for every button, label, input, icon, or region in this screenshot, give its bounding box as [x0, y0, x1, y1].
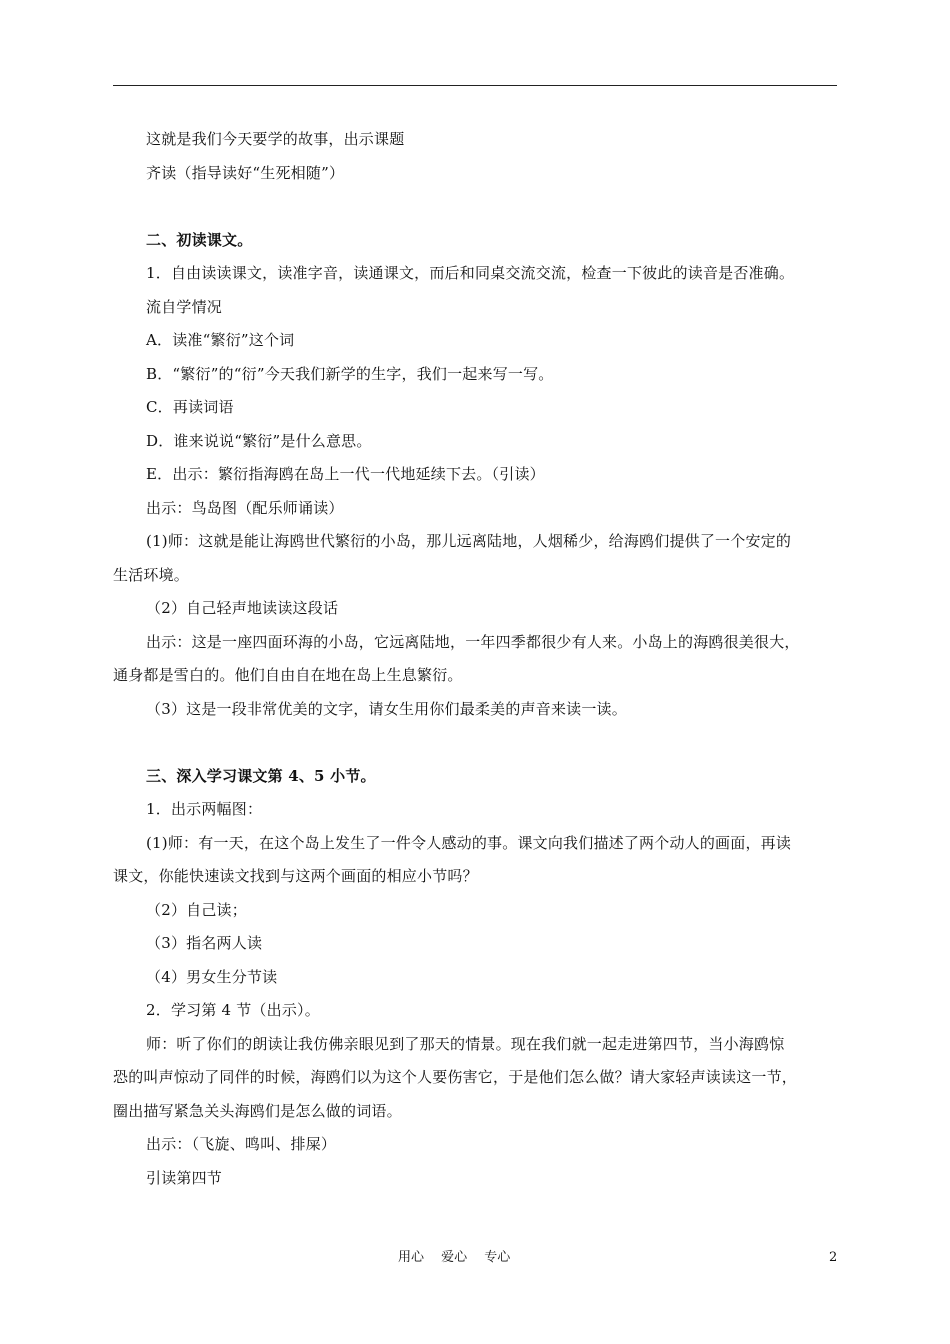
text-line: 齐读（指导读好“生死相随”） — [146, 163, 345, 182]
text-line: D．谁来说说“繁衍”是什么意思。 — [146, 431, 372, 450]
text-line: 引读第四节 — [146, 1168, 223, 1187]
text-line: （3）指名两人读 — [146, 934, 263, 952]
text-line: （3）这是一段非常优美的文字，请女生用你们最柔美的声音来读一读。 — [146, 699, 627, 718]
text-line: 生活环境。 — [113, 565, 190, 584]
text-line: （4）男女生分节读 — [146, 967, 278, 986]
text-line: C．再读词语 — [146, 398, 234, 416]
header-rule — [113, 85, 837, 86]
text-line: 出示：鸟岛图（配乐师诵读） — [146, 498, 344, 517]
section-heading: 三、深入学习课文第 4、5 小节。 — [146, 766, 376, 785]
section-heading: 二、初读课文。 — [146, 230, 253, 249]
document-body — [113, 123, 839, 1195]
text-line: 恐的叫声惊动了同伴的时候，海鸥们以为这个人要伤害它，于是他们怎么做？请大家轻声读读这一节， — [113, 1068, 798, 1086]
text-line: A．读准“繁衍”这个词 — [146, 331, 295, 349]
text-line: 出示：这是一座四面环海的小岛，它远离陆地，一年四季都很少有人来。小岛上的海鸥很美很大， — [146, 632, 800, 651]
text-line: 圈出描写紧急关头海鸥们是怎么做的词语。 — [113, 1101, 402, 1120]
footer-motto: 用心 爱心 专心 — [398, 1250, 511, 1265]
text-line: B．“繁衍”的“衍”今天我们新学的生字，我们一起来写一写。 — [146, 364, 554, 383]
text-line: 课文，你能快速读文找到与这两个画面的相应小节吗？ — [113, 867, 478, 885]
paragraph-gap — [113, 726, 839, 760]
text-line: (1)师：有一天，在这个岛上发生了一件令人感动的事。课文向我们描述了两个动人的画面，再读 — [146, 833, 792, 852]
text-line: （2）自己读； — [146, 900, 247, 919]
text-line: 2．学习第 4 节（出示）。 — [146, 1001, 320, 1019]
text-line: （2）自己轻声地读读这段话 — [146, 599, 339, 617]
text-line: 师：听了你们的朗读让我仿佛亲眼见到了那天的情景。现在我们就一起走进第四节，当小海鸥惊 — [146, 1034, 785, 1053]
text-line: E．出示：繁衍指海鸥在岛上一代一代地延续下去。（引读） — [146, 465, 545, 483]
text-line: 1．自由读读课文，读准字音，读通课文，而后和同桌交流交流，检查一下彼此的读音是否准确。 — [146, 264, 795, 282]
paragraph-gap — [113, 190, 839, 224]
page-number: 2 — [829, 1250, 838, 1265]
text-line: 1．出示两幅图： — [146, 800, 263, 818]
text-line: 出示：（飞旋、鸣叫、排屎） — [146, 1135, 337, 1153]
text-line: (1)师：这就是能让海鸥世代繁衍的小岛，那儿远离陆地，人烟稀少，给海鸥们提供了一个安定的 — [146, 532, 792, 550]
text-line: 这就是我们今天要学的故事，出示课题 — [146, 130, 405, 148]
text-line: 通身都是雪白的。他们自由自在地在岛上生息繁衍。 — [113, 666, 463, 684]
text-line: 流自学情况 — [146, 297, 223, 316]
